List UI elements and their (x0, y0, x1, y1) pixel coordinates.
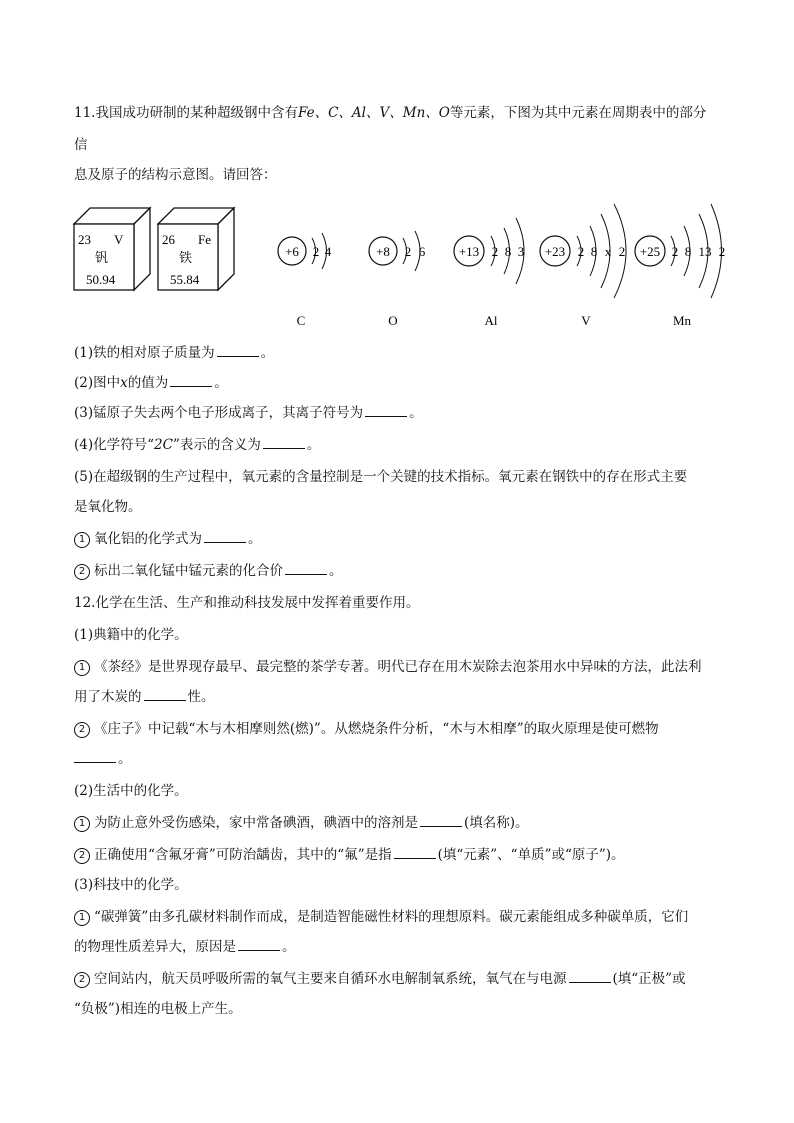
circled-number-1-icon: 1 (74, 910, 90, 926)
circled-number-2-icon: 2 (74, 722, 90, 738)
q12-p1-1-text-a: 《茶经》是世界现存最早、最完整的茶学专著。明代已存在用木炭除去泡茶用水中异味的方法，此法利 (94, 659, 702, 675)
card-fe-symbol: Fe (198, 232, 211, 247)
q12-p3-1-text-b: 的物理性质差异大，原因是 (74, 939, 236, 955)
atom-diagram-v (540, 204, 626, 328)
card-fe-name: 铁 (179, 250, 193, 265)
atom-c-label: C (296, 313, 306, 328)
q12-part3-item2-line2: “负极”)相连的电极上产生。 (74, 1001, 242, 1017)
q12-part1-item1-line1 (74, 658, 702, 676)
atom-diagram-mn (635, 204, 725, 328)
atom-v-shell-1: 2 (577, 244, 585, 259)
q11-sub5-line1: (5)在超级钢的生产过程中，氧元素的含量控制是一个关键的技术指标。氧元素在钢铁中的存在形式主要 (74, 469, 688, 485)
period-mark: 。 (214, 375, 228, 391)
period-mark: 。 (329, 563, 343, 579)
answer-blank[interactable] (394, 846, 436, 859)
q11-sub2-text-b: 的值为 (127, 375, 169, 391)
q11-sub1 (74, 344, 274, 362)
atom-al-label: Al (484, 313, 498, 328)
q11-intro-line1 (74, 104, 706, 122)
q12-p3-2-text-b: (填“正极”或 (612, 971, 686, 987)
answer-blank[interactable] (204, 530, 246, 543)
answer-blank[interactable] (420, 814, 462, 827)
atom-o-shell-2: 6 (418, 244, 426, 259)
q12-p1-1-text-b: 用了木炭的 (74, 689, 142, 705)
q12-part3-item2-line1 (74, 970, 686, 988)
period-mark: 。 (306, 437, 321, 453)
atom-mn-shell-4: 2 (718, 244, 726, 259)
period-mark: 。 (282, 939, 296, 955)
circled-number-2-icon: 2 (74, 972, 90, 988)
atom-c-shell-2: 4 (324, 244, 332, 259)
q12-p3-2-text-a: 空间站内，航天员呼吸所需的氧气主要来自循环水电解制氧系统，氧气在与电源 (94, 971, 567, 987)
atom-o-nucleus: +8 (376, 244, 390, 259)
q11-sub1-text: (1)铁的相对原子质量为 (74, 345, 215, 361)
atom-mn-shell-3: 13 (698, 244, 712, 259)
q11-sub5-line2: 是氧化物。 (74, 499, 142, 515)
atom-v-shell-3: x (604, 244, 612, 259)
card-v-number: 23 (78, 232, 91, 247)
q11-sub4 (74, 436, 320, 454)
q11-elements-inline: Fe、C、Al、V、Mn、O (297, 105, 450, 121)
card-v-mass: 50.94 (86, 272, 116, 287)
atom-v-shell-4: 2 (618, 244, 626, 259)
q12-p3-1-text-a: “碳弹簧”由多孔碳材料制作而成，是制造智能磁性材料的理想原料。碳元素能组成多种碳单质，它们 (94, 909, 689, 925)
atom-o-label: O (388, 313, 398, 328)
q12-p2-2-text-b: (填“元素”、“单质”或“原子”)。 (437, 847, 625, 863)
q11-intro-line2: 信 (74, 137, 88, 153)
atom-al-nucleus: +13 (458, 244, 480, 259)
q12-p1-1-text-c: 性。 (187, 689, 215, 705)
answer-blank[interactable] (238, 938, 280, 951)
atom-mn-shell-2: 8 (684, 244, 692, 259)
atom-c-nucleus: +6 (285, 244, 299, 259)
atom-v-nucleus: +23 (544, 244, 566, 259)
q11-sub5-2 (74, 562, 343, 580)
card-v-name: 钒 (95, 250, 109, 265)
q12-part2-item1 (74, 814, 529, 832)
q12-part3-item1-line2 (74, 938, 296, 956)
atom-mn-nucleus: +25 (639, 244, 661, 259)
q12-part3-heading: (3)科技中的化学。 (74, 877, 188, 893)
q12-part1-item1-line2 (74, 688, 215, 706)
q12-part3-item1-line1 (74, 908, 688, 926)
atom-o-shell-1: 2 (404, 244, 412, 259)
circled-number-1-icon: 1 (74, 816, 90, 832)
q11-sub5-1-text: 氧化铝的化学式为 (94, 531, 202, 547)
answer-blank[interactable] (569, 970, 611, 983)
q11-intro-line3: 息及原子的结构示意图。请回答： (74, 167, 277, 183)
answer-blank[interactable] (74, 750, 116, 763)
period-mark: 。 (248, 531, 262, 547)
circled-number-1-icon: 1 (74, 660, 90, 676)
q12-part1-item2-line1 (74, 720, 659, 738)
answer-blank[interactable] (365, 404, 407, 417)
q11-intro-text-a: 11.我国成功研制的某种超级钢中含有 (74, 105, 298, 121)
q11-sub5-1 (74, 530, 262, 548)
atom-al-shell-1: 2 (491, 244, 499, 259)
circled-number-1-icon: 1 (74, 532, 90, 548)
answer-blank[interactable] (144, 688, 186, 701)
period-mark: 。 (118, 751, 132, 767)
answer-blank[interactable] (170, 374, 212, 387)
atom-al-shell-3: 3 (517, 244, 525, 259)
atom-diagram-al (454, 218, 524, 328)
period-mark: 。 (409, 405, 423, 421)
q12-p2-1-text-b: (填名称)。 (464, 815, 529, 831)
q12-part1-item2-line2 (74, 750, 132, 768)
q12-part2-heading: (2)生活中的化学。 (74, 783, 188, 799)
atom-mn-shell-1: 2 (671, 244, 679, 259)
q11-intro-text-b: 等元素，下图为其中元素在周期表中的部分 (449, 105, 707, 121)
q11-sub2-text-a: (2)图中 (74, 375, 121, 391)
q12-p2-2-text-a: 正确使用“含氟牙膏”可防治龋齿，其中的“氟”是指 (94, 847, 392, 863)
q12-part2-item2 (74, 846, 625, 864)
atom-diagram-o (369, 231, 426, 328)
q11-sub5-2-text: 标出二氧化锰中锰元素的化合价 (94, 563, 283, 579)
atom-v-shell-2: 8 (590, 244, 598, 259)
atom-c-shell-1: 2 (312, 244, 320, 259)
q12-p1-2-text: 《庄子》中记载“木与木相摩则然(燃)”。从燃烧条件分析，“木与木相摩”的取火原理是使可燃物 (94, 721, 659, 737)
element-figure (70, 200, 730, 335)
q11-sub3 (74, 404, 423, 422)
element-card-fe (158, 208, 234, 290)
card-fe-number: 26 (162, 232, 175, 247)
q12-title: 12.化学在生活、生产和推动科技发展中发挥着重要作用。 (74, 595, 420, 611)
atom-mn-label: Mn (672, 313, 692, 328)
card-v-symbol: V (114, 232, 124, 247)
element-card-v (74, 208, 150, 290)
answer-blank[interactable] (217, 344, 259, 357)
q12-p2-1-text-a: 为防止意外受伤感染，家中常备碘酒，碘酒中的溶剂是 (94, 815, 418, 831)
atom-al-shell-2: 8 (504, 244, 512, 259)
circled-number-2-icon: 2 (74, 564, 90, 580)
atom-v-label: V (581, 313, 591, 328)
q11-sub2 (74, 374, 228, 392)
answer-blank[interactable] (263, 436, 305, 449)
q11-sub4-text-b: ”表示的含义为 (172, 437, 261, 453)
circled-number-2-icon: 2 (74, 848, 90, 864)
q11-sub3-text: (3)锰原子失去两个电子形成离子，其离子符号为 (74, 405, 364, 421)
q11-sub2-x: x (120, 375, 128, 391)
q11-sub4-text-a: (4)化学符号“ (74, 437, 155, 453)
q11-sub4-symbol: 2C (154, 437, 173, 453)
period-mark: 。 (260, 345, 275, 361)
answer-blank[interactable] (285, 562, 327, 575)
atom-diagram-c (278, 233, 332, 328)
q12-part1-heading: (1)典籍中的化学。 (74, 627, 188, 643)
card-fe-mass: 55.84 (170, 272, 200, 287)
